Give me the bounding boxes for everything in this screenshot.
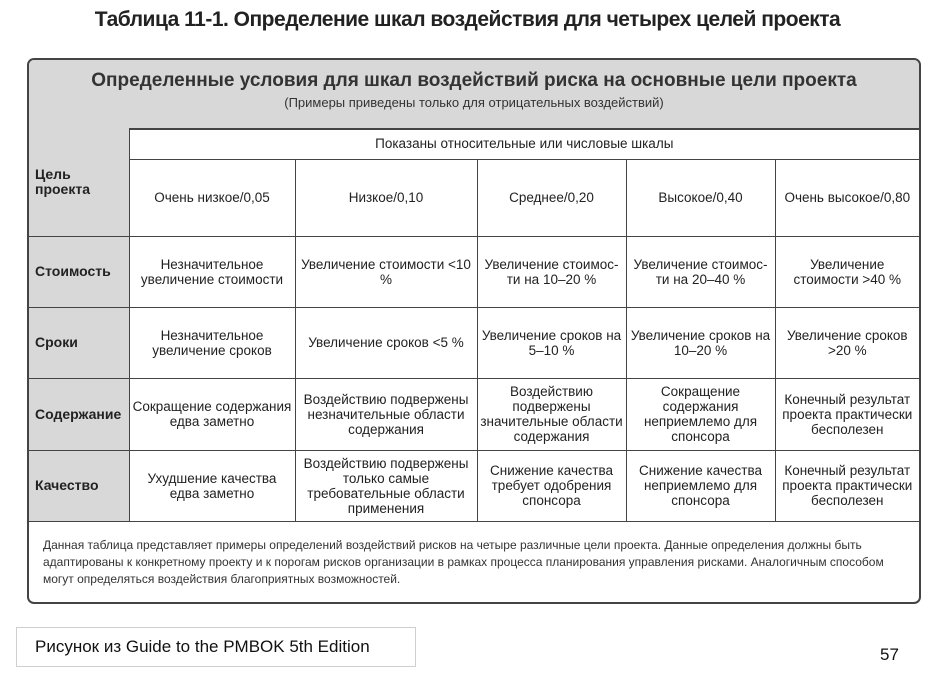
scale-very-low: Очень низкое/0,05	[129, 159, 295, 236]
table-cell: Воздействию подвержены незначительные области содержания	[295, 378, 477, 450]
table-cell: Снижение качества неприемлемо для спонсора	[626, 450, 775, 521]
page-number: 57	[880, 645, 899, 664]
row-label-scope: Содержание	[29, 378, 129, 450]
table-cell: Увеличение сроков на 5–10 %	[477, 307, 626, 378]
table-cell: Увеличение стоимос-ти на 20–40 %	[626, 236, 775, 307]
table-cell: Незначительное увеличение стоимости	[129, 236, 295, 307]
table-cell: Увеличение сроков на 10–20 %	[626, 307, 775, 378]
scale-caption: Показаны относительные или числовые шкалы	[129, 128, 919, 159]
goal-label: Цель проекта	[29, 128, 129, 236]
table-footnote: Данная таблица представляет примеры определений воздействий рисков на четыре различные цели проекта. Данные определения должны быть адаптированы к конкретному проекту и к порогам рисков организации в рамках процесса планирования управления рисками. Аналогичным способом могут определяться воздействия благоприятных возможностей.	[43, 538, 884, 586]
scale-very-high: Очень высокое/0,80	[775, 159, 919, 236]
scale-low: Низкое/0,10	[295, 159, 477, 236]
scale-high: Высокое/0,40	[626, 159, 775, 236]
document-title: Таблица 11-1. Определение шкал воздействия для четырех целей проекта	[94, 8, 841, 31]
row-label-cost: Стоимость	[29, 236, 129, 307]
scale-medium: Среднее/0,20	[477, 159, 626, 236]
table-header-subtitle: (Примеры приведены только для отрицательных воздействий)	[284, 95, 664, 110]
table-cell: Увеличение стоимости <10 %	[295, 236, 477, 307]
row-label-quality: Качество	[29, 450, 129, 521]
table-cell: Сокращение содержания неприемлемо для спонсора	[626, 378, 775, 450]
table-header-title: Определенные условия для шкал воздействий риска на основные цели проекта	[91, 70, 857, 91]
row-label-schedule: Сроки	[29, 307, 129, 378]
impact-scale-table-frame	[27, 58, 921, 604]
table-cell: Ухудшение качества едва заметно	[129, 450, 295, 521]
table-row	[29, 307, 919, 378]
table-cell: Конечный результат проекта практически бесполезен	[775, 378, 919, 450]
table-row	[29, 159, 919, 236]
table-row	[29, 450, 919, 521]
table-cell: Увеличение сроков >20 %	[775, 307, 919, 378]
table-cell: Воздействию подвержены значительные области содержания	[477, 378, 626, 450]
table-cell: Незначительное увеличение сроков	[129, 307, 295, 378]
table-cell: Сокращение содержания едва заметно	[129, 378, 295, 450]
table-row	[29, 378, 919, 450]
table-cell: Увеличение сроков <5 %	[295, 307, 477, 378]
table-row	[29, 236, 919, 307]
table-cell: Увеличение стоимости >40 %	[775, 236, 919, 307]
table-cell: Конечный результат проекта практически бесполезен	[775, 450, 919, 521]
table-row	[29, 128, 919, 159]
table-header	[29, 60, 919, 130]
table-cell: Увеличение стоимос-ти на 10–20 %	[477, 236, 626, 307]
table-cell: Воздействию подвержены только самые требовательные области применения	[295, 450, 477, 521]
impact-scale-table	[29, 128, 919, 522]
table-cell: Снижение качества требует одобрения спонсора	[477, 450, 626, 521]
figure-caption: Рисунок из Guide to the PMBOK 5th Edition	[16, 627, 416, 667]
